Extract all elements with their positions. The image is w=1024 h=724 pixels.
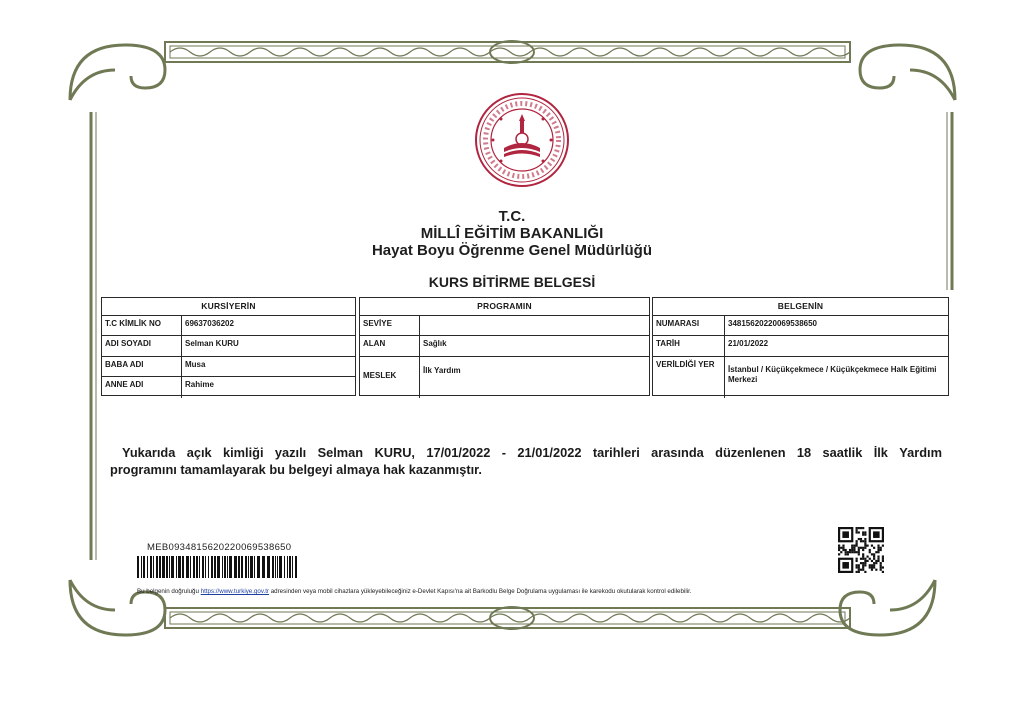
turkiye-gov-link[interactable]: https://www.turkiye.gov.tr [200,588,269,595]
statement-word: Yukarıda [122,445,176,460]
table-row [360,316,649,336]
row-label: NUMARASI [653,316,725,335]
row-value: 21/01/2022 [728,339,769,349]
row-value [420,316,649,335]
row-value: 69637036202 [185,319,234,328]
statement-word: arasında [651,445,704,460]
footnote-text-before: Bu belgenin doğruluğu [137,588,199,595]
row-label: ANNE ADI [102,377,182,397]
row-value: İlk Yardım [423,365,461,375]
footnote-text-after: adresinden veya mobil cihazlara yükleyebileceğiniz e-Devlet Kapısı'na ait Barkodlu Belge Doğrulama uygulaması ile karekodu okutularak kontrol edilebilir. [270,588,692,595]
row-value: Rahime [185,380,214,390]
row-label: SEVİYE [360,316,420,335]
statement-word: 21/01/2022 [517,445,582,460]
row-value: Selman KURU [185,339,239,349]
ministry-seal-icon [474,92,570,188]
table-row [102,357,355,377]
header-directorate: Hayat Boyu Öğrenme Genel Müdürlüğü [371,242,653,259]
certificate-table [652,297,949,396]
table-row [102,377,355,397]
statement-word: Selman [317,445,364,460]
statement-word: yazılı [274,445,307,460]
qr-code-icon [838,527,884,573]
statement-word: kimliği [223,445,264,460]
row-value: Musa [185,359,206,369]
row-label: VERİLDİĞİ YER [653,357,725,398]
certificate-statement [110,444,942,478]
statement-word: saatlik [822,445,863,460]
statement-line-1 [110,444,942,461]
trainee-table-title: KURSİYERİN [102,298,355,316]
trainee-table [101,297,356,396]
statement-word: açık [186,445,212,460]
statement-word: düzenlenen [715,445,786,460]
program-table-title: PROGRAMIN [360,298,649,316]
row-value: Sağlık [423,339,447,349]
statement-word: İlk [873,445,888,460]
row-label: ADI SOYADI [102,336,182,355]
statement-word: - [501,445,507,460]
row-label: MESLEK [360,357,420,398]
table-row [102,336,355,356]
verification-footnote [137,588,692,595]
barcode-icon [137,556,299,578]
header-ministry: MİLLÎ EĞİTİM BAKANLIĞI [420,225,604,242]
table-row [653,357,948,398]
row-label: T.C KİMLİK NO [102,316,182,335]
table-row [102,316,355,336]
table-row [360,336,649,356]
row-value: İstanbul / Küçükçekmece / Küçükçekmece Halk Eğitimi Merkezi [728,364,937,384]
table-row [360,357,649,398]
table-row [653,316,948,336]
statement-word: 17/01/2022 [426,445,491,460]
statement-word: Yardım [899,445,942,460]
statement-word: KURU, [374,445,415,460]
program-table [359,297,650,396]
row-label: BABA ADI [102,357,182,376]
row-value: 34815620220069538650 [728,319,817,328]
document-title: KURS BİTİRME BELGESİ [428,274,596,290]
row-label: ALAN [360,336,420,355]
statement-word: 18 [796,445,812,460]
table-row [653,336,948,356]
row-label: TARİH [653,336,725,355]
statement-word: tarihleri [592,445,640,460]
header-tc: T.C. [498,208,526,225]
statement-line-2: programını tamamlayarak bu belgeyi almaya hak kazanmıştır. [110,462,482,477]
barcode-number: MEB0934815620220069538650 [147,542,292,553]
certificate-table-title: BELGENİN [653,298,948,316]
